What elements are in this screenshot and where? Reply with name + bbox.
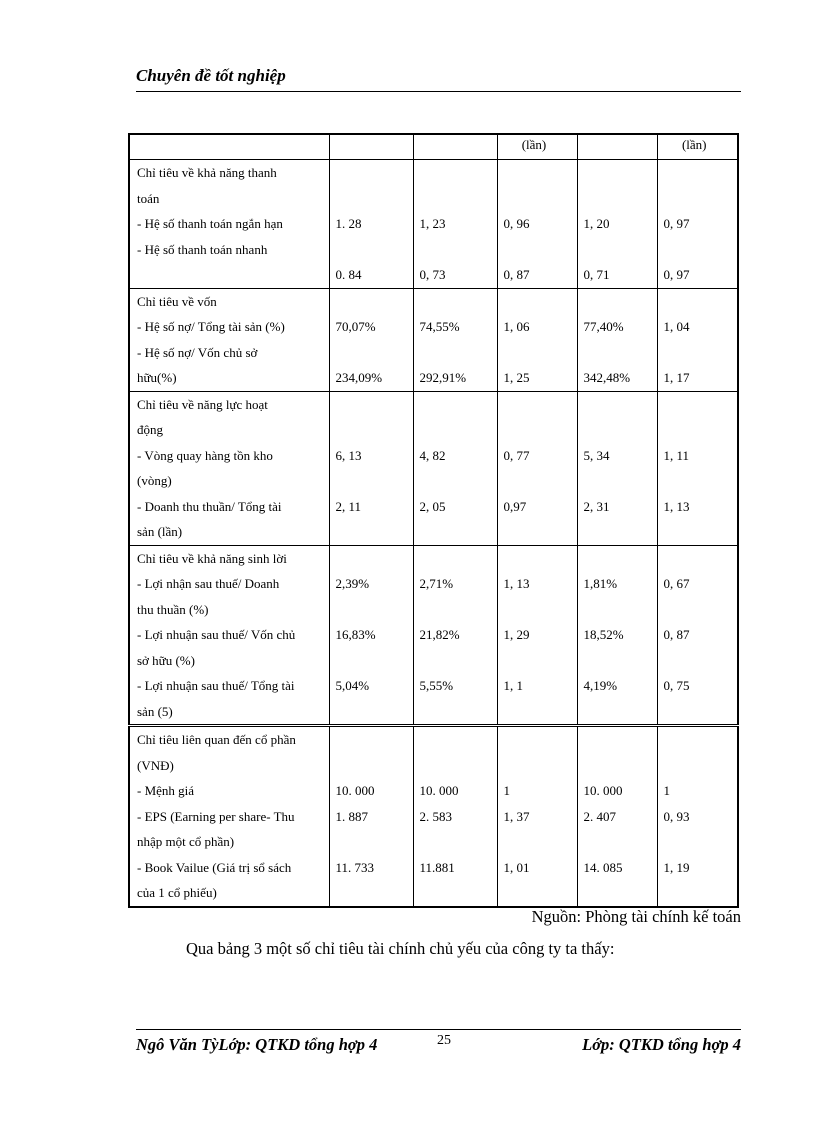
- value-line: [336, 829, 407, 855]
- value-line: [420, 468, 491, 494]
- value-line: 0, 97: [663, 216, 690, 231]
- value-line: [420, 880, 491, 906]
- value-line: [336, 699, 407, 725]
- indicator-label-line: - Hệ số thanh toán nhanh: [137, 241, 268, 257]
- indicator-label-line: Chỉ tiêu về khả năng thanh: [137, 165, 277, 180]
- value-line: [584, 519, 651, 545]
- unit-cell: [329, 134, 413, 160]
- value-line: [504, 237, 571, 263]
- value-cell: [577, 288, 657, 391]
- value-line: [504, 727, 571, 753]
- value-line: [664, 753, 732, 779]
- value-line: 4, 82: [419, 447, 446, 463]
- value-line: [504, 597, 571, 623]
- value-line: [584, 753, 651, 779]
- indicator-label-line: - Book Vailue (Giá trị sổ sách: [137, 859, 292, 875]
- indicator-label-cell: [129, 288, 329, 391]
- value-line: 1, 17: [663, 370, 690, 385]
- value-line: [336, 340, 407, 366]
- value-line: 2, 31: [583, 498, 610, 514]
- value-line: [420, 186, 491, 212]
- value-line: 16,83%: [335, 627, 376, 642]
- value-cell: [329, 545, 413, 726]
- value-line: 0, 93: [663, 808, 690, 824]
- value-line: [664, 392, 732, 418]
- value-line: 5,04%: [335, 678, 370, 693]
- value-line: [336, 519, 407, 545]
- indicator-label-line: toán: [137, 190, 160, 206]
- value-line: [504, 648, 571, 674]
- value-line: [664, 699, 732, 725]
- indicator-label-line: - Mệnh giá: [137, 783, 195, 798]
- value-line: [420, 340, 491, 366]
- value-cell: [657, 726, 738, 907]
- value-line: 0, 87: [503, 267, 530, 282]
- value-line: [584, 417, 651, 443]
- intro-paragraph: Qua bảng 3 một số chỉ tiêu tài chính chủ yếu của công ty ta thấy:: [186, 939, 615, 958]
- indicator-label-cell: [129, 726, 329, 907]
- value-line: [664, 519, 732, 545]
- value-line: [504, 546, 571, 572]
- indicator-label-line: (VNĐ): [137, 757, 174, 773]
- value-line: [584, 237, 651, 263]
- value-line: [664, 417, 732, 443]
- value-line: [664, 648, 732, 674]
- value-line: [504, 699, 571, 725]
- value-line: 1, 01: [503, 859, 530, 875]
- value-line: 0,97: [503, 498, 527, 514]
- indicator-label-line: - EPS (Earning per share- Thu: [137, 808, 295, 824]
- indicator-group-row: [129, 726, 738, 907]
- value-line: [584, 340, 651, 366]
- value-line: 234,09%: [335, 370, 383, 385]
- value-line: [664, 340, 732, 366]
- indicator-label-line: thu thuần (%): [137, 601, 209, 617]
- value-line: [664, 880, 732, 906]
- value-line: [420, 829, 491, 855]
- value-line: 1, 1: [503, 678, 523, 693]
- indicator-label-line: hữu(%): [137, 370, 177, 385]
- value-line: [336, 392, 407, 418]
- value-line: 0, 96: [503, 216, 530, 231]
- value-cell: [329, 391, 413, 545]
- indicator-group-row: [129, 160, 738, 289]
- value-line: 1, 06: [503, 319, 530, 334]
- value-line: 2. 407: [583, 808, 616, 824]
- value-line: [420, 160, 491, 186]
- value-line: 0, 87: [663, 627, 690, 642]
- value-line: [336, 186, 407, 212]
- value-line: 1, 20: [583, 216, 610, 231]
- source-note: Nguồn: Phòng tài chính kế toán: [531, 907, 741, 926]
- indicator-label-line: sản (5): [137, 703, 173, 719]
- indicator-label-line: - Lợi nhuận sau thuế/ Tổng tài: [137, 678, 295, 693]
- indicator-label-line: - Lợi nhận sau thuế/ Doanh: [137, 576, 280, 591]
- value-line: 4,19%: [583, 678, 618, 693]
- indicator-label-line: - Hệ số thanh toán ngắn hạn: [137, 216, 283, 231]
- value-line: 11. 733: [335, 859, 375, 875]
- value-line: 1: [663, 783, 670, 798]
- value-line: 2,39%: [335, 576, 370, 591]
- value-line: [664, 597, 732, 623]
- unit-cell: (lần): [497, 134, 577, 160]
- indicator-label-line: Chỉ tiêu về khả năng sinh lời: [137, 550, 287, 566]
- value-line: 11.881: [419, 859, 455, 875]
- value-line: [584, 468, 651, 494]
- value-cell: [329, 160, 413, 289]
- value-line: [584, 829, 651, 855]
- value-cell: [497, 160, 577, 289]
- footer-author: Ngô Văn TỳLớp: QTKD tổng hợp 4: [136, 1035, 378, 1054]
- header-rule: [136, 91, 741, 92]
- value-line: 292,91%: [419, 370, 467, 385]
- value-line: [420, 597, 491, 623]
- value-cell: [413, 545, 497, 726]
- value-line: [336, 237, 407, 263]
- value-cell: [497, 726, 577, 907]
- value-line: [664, 468, 732, 494]
- value-line: 0, 67: [663, 576, 690, 591]
- value-line: 70,07%: [335, 319, 376, 334]
- value-line: 342,48%: [583, 370, 631, 385]
- value-cell: [497, 545, 577, 726]
- indicator-label-line: - Hệ số nợ/ Vốn chủ sở: [137, 344, 258, 360]
- value-cell: [577, 160, 657, 289]
- value-line: [336, 160, 407, 186]
- value-line: [504, 417, 571, 443]
- value-line: [420, 753, 491, 779]
- value-line: [420, 648, 491, 674]
- value-line: 1, 29: [503, 627, 530, 642]
- indicator-label-line: động: [137, 422, 163, 437]
- value-line: 1, 04: [663, 319, 690, 334]
- value-line: [336, 648, 407, 674]
- value-line: 0, 75: [663, 678, 690, 693]
- value-line: 14. 085: [583, 859, 623, 875]
- value-cell: [497, 391, 577, 545]
- indicator-label-line: sở hữu (%): [137, 652, 195, 668]
- value-cell: [577, 545, 657, 726]
- value-cell: [413, 391, 497, 545]
- value-line: [420, 519, 491, 545]
- value-line: [584, 727, 651, 753]
- value-line: [504, 519, 571, 545]
- value-line: 1. 28: [335, 216, 362, 231]
- indicator-group-row: [129, 545, 738, 726]
- indicator-label-line: Chỉ tiêu về vốn: [137, 293, 217, 309]
- value-line: 10. 000: [419, 783, 459, 798]
- indicator-label-line: sản (lần): [137, 524, 183, 539]
- value-line: 2, 05: [419, 498, 446, 514]
- value-line: 1, 23: [419, 216, 446, 231]
- indicator-label-line: (vòng): [137, 473, 172, 488]
- value-line: [584, 699, 651, 725]
- value-line: 1, 25: [503, 370, 530, 385]
- indicator-group-row: [129, 288, 738, 391]
- value-line: [664, 727, 732, 753]
- indicator-label-cell: [129, 545, 329, 726]
- value-line: 77,40%: [583, 319, 624, 334]
- value-line: [664, 160, 732, 186]
- value-line: 6, 13: [335, 447, 362, 463]
- value-line: [420, 699, 491, 725]
- value-line: [420, 392, 491, 418]
- value-line: 5,55%: [419, 678, 454, 693]
- value-line: [584, 880, 651, 906]
- value-line: [504, 468, 571, 494]
- value-line: [420, 727, 491, 753]
- value-line: 0, 71: [583, 267, 610, 282]
- value-line: [504, 186, 571, 212]
- indicator-label-cell: [129, 160, 329, 289]
- value-line: 1, 37: [503, 808, 530, 824]
- value-line: [336, 753, 407, 779]
- value-cell: [329, 288, 413, 391]
- value-cell: [577, 391, 657, 545]
- indicator-group-row: [129, 391, 738, 545]
- value-line: [504, 753, 571, 779]
- value-line: [336, 727, 407, 753]
- indicator-label-line: - Doanh thu thuần/ Tổng tài: [137, 498, 282, 514]
- value-line: 0, 97: [663, 267, 690, 282]
- unit-cell: [577, 134, 657, 160]
- value-line: 1,81%: [583, 576, 618, 591]
- value-line: 10. 000: [583, 783, 623, 798]
- unit-row: [129, 134, 738, 160]
- value-line: 1, 11: [663, 447, 690, 463]
- value-cell: [577, 726, 657, 907]
- value-line: 10. 000: [335, 783, 375, 798]
- value-line: 1. 887: [335, 808, 368, 824]
- value-line: [584, 546, 651, 572]
- value-cell: [413, 288, 497, 391]
- value-line: [336, 417, 407, 443]
- indicator-label-line: - Vòng quay hàng tồn kho: [137, 447, 273, 463]
- value-line: [584, 289, 651, 315]
- value-line: [336, 468, 407, 494]
- value-line: [504, 340, 571, 366]
- value-line: [336, 880, 407, 906]
- value-line: 5, 34: [583, 447, 610, 463]
- indicator-label-line: Chỉ tiêu liên quan đến cổ phần: [137, 732, 296, 747]
- value-line: 74,55%: [419, 319, 460, 334]
- footer-rule: [136, 1029, 741, 1030]
- value-cell: [657, 391, 738, 545]
- value-line: [664, 289, 732, 315]
- indicator-label-line: nhập một cổ phần): [137, 834, 235, 849]
- unit-cell: [129, 134, 329, 160]
- value-cell: [657, 160, 738, 289]
- indicator-label-line: - Lợi nhuận sau thuế/ Vốn chủ: [137, 627, 296, 642]
- value-line: 18,52%: [583, 627, 624, 642]
- value-line: [504, 880, 571, 906]
- value-line: [420, 237, 491, 263]
- value-line: 1, 19: [663, 859, 690, 875]
- value-line: [336, 289, 407, 315]
- value-line: 2, 11: [335, 498, 362, 514]
- indicator-label-line: Chỉ tiêu về năng lực hoạt: [137, 396, 268, 412]
- page-number: 25: [437, 1033, 451, 1048]
- financial-indicators-table: [128, 133, 739, 908]
- value-cell: [657, 288, 738, 391]
- value-line: 21,82%: [419, 627, 460, 642]
- value-line: 2,71%: [419, 576, 454, 591]
- indicator-label-line: của 1 cổ phiếu): [137, 885, 217, 900]
- value-line: [504, 829, 571, 855]
- value-line: 1, 13: [503, 576, 530, 591]
- value-cell: [497, 288, 577, 391]
- value-line: [336, 546, 407, 572]
- value-line: [584, 186, 651, 212]
- page-header-title: Chuyên đề tốt nghiệp: [136, 66, 286, 85]
- value-line: [584, 160, 651, 186]
- value-line: [420, 417, 491, 443]
- value-cell: [413, 160, 497, 289]
- value-line: [420, 546, 491, 572]
- value-line: [584, 392, 651, 418]
- value-line: [664, 237, 732, 263]
- value-line: 0, 77: [503, 447, 530, 463]
- indicator-label-line: - Hệ số nợ/ Tổng tài sản (%): [137, 319, 285, 334]
- value-line: [420, 289, 491, 315]
- value-line: [584, 597, 651, 623]
- value-cell: [657, 545, 738, 726]
- value-line: [336, 597, 407, 623]
- value-line: [504, 289, 571, 315]
- value-line: 1: [503, 783, 510, 798]
- value-line: 1, 13: [663, 498, 690, 514]
- indicator-label-line: [137, 262, 323, 288]
- value-cell: [329, 726, 413, 907]
- value-cell: [413, 726, 497, 907]
- value-line: [664, 546, 732, 572]
- footer-class: Lớp: QTKD tổng hợp 4: [582, 1035, 741, 1054]
- value-line: 0, 73: [419, 267, 446, 282]
- indicator-label-cell: [129, 391, 329, 545]
- value-line: 0. 84: [335, 267, 362, 282]
- value-line: [584, 648, 651, 674]
- value-line: 2. 583: [419, 808, 452, 824]
- value-line: [504, 392, 571, 418]
- unit-cell: (lần): [657, 134, 738, 160]
- value-line: [664, 829, 732, 855]
- value-line: [504, 160, 571, 186]
- value-line: [664, 186, 732, 212]
- unit-cell: [413, 134, 497, 160]
